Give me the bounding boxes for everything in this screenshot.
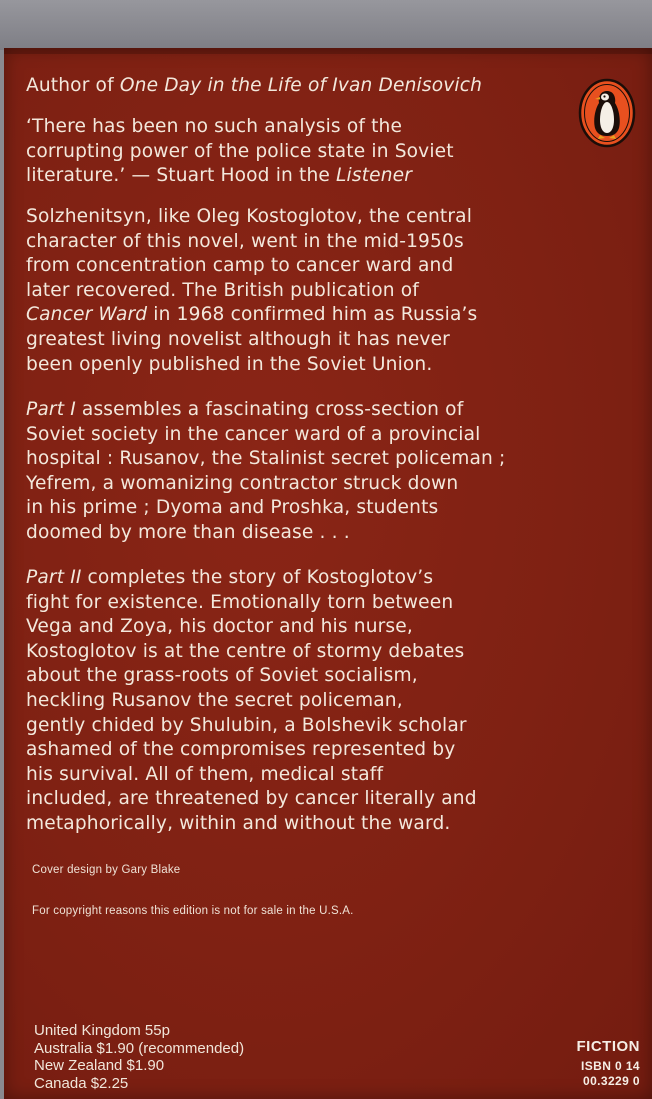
isbn-line: 00.3229 0 xyxy=(583,1074,640,1088)
blurb-line: Solzhenitsyn, like Oleg Kostoglotov, the central xyxy=(26,206,473,227)
previous-book-title: One Day in the Life of Ivan Denisovich xyxy=(119,75,483,96)
blurb-line: fight for existence. Emotionally torn between xyxy=(26,591,454,613)
price-canada: Canada $2.25 xyxy=(34,1074,129,1092)
review-quote xyxy=(26,115,586,189)
price-list xyxy=(34,1022,244,1092)
quote-line: literature.’ — Stuart Hood in the xyxy=(26,165,337,187)
blurb-line: completes the story of Kostoglotov’s xyxy=(81,567,434,588)
blurb-line: assembles a fascinating cross-section of xyxy=(75,399,464,420)
blurb-line: his survival. All of them, medical staff xyxy=(26,763,384,785)
blurb-line: gently chided by Shulubin, a Bolshevik scholar xyxy=(26,714,467,736)
cover-design-credit: Cover design by Gary Blake xyxy=(32,864,181,876)
author-line xyxy=(26,74,586,99)
price-australia: Australia $1.90 (recommended) xyxy=(34,1039,245,1057)
penguin-logo-icon xyxy=(578,78,636,148)
blurb-line: ashamed of the compromises represented by xyxy=(26,739,456,761)
blurb-line: Vega and Zoya, his doctor and his nurse, xyxy=(26,616,413,638)
book-back-cover xyxy=(4,48,652,1099)
blurb-line: Yefrem, a womanizing contractor struck down xyxy=(26,472,459,494)
blurb-line: included, are threatened by cancer literally and xyxy=(26,788,477,810)
price-uk: United Kingdom 55p xyxy=(34,1022,170,1039)
copyright-notice: For copyright reasons this edition is not for sale in the U.S.A. xyxy=(32,905,354,917)
category-label: FICTION xyxy=(576,1038,640,1055)
blurb-line: doomed by more than disease . . . xyxy=(26,521,350,543)
quote-source: Listener xyxy=(336,165,413,187)
blurb-line: from concentration camp to cancer ward and xyxy=(26,255,454,277)
isbn-line: ISBN 0 14 xyxy=(581,1059,640,1073)
blurb-line: metaphorically, within and without the ward. xyxy=(26,812,451,834)
category-isbn-block xyxy=(577,1038,641,1089)
quote-line: ‘There has been no such analysis of the xyxy=(26,116,403,137)
book-title: Cancer Ward xyxy=(26,304,148,326)
quote-line: corrupting power of the police state in Soviet xyxy=(26,140,454,162)
blurb-line: Kostoglotov is at the centre of stormy debates xyxy=(26,640,465,662)
blurb-line: character of this novel, went in the mid-1950s xyxy=(26,230,464,252)
background-surface xyxy=(0,0,652,50)
blurb-line: in his prime ; Dyoma and Proshka, students xyxy=(26,497,439,519)
author-line-prefix: Author of xyxy=(26,75,120,96)
blurb-line: in 1968 confirmed him as Russia’s xyxy=(147,304,478,326)
blurb-line: greatest living novelist although it has never xyxy=(26,328,450,350)
blurb-line: been openly published in the Soviet Union. xyxy=(26,353,433,375)
blurb-paragraph-1 xyxy=(26,205,586,377)
blurb-line: later recovered. The British publication of xyxy=(26,279,419,301)
blurb-line: about the grass-roots of Soviet socialism, xyxy=(26,665,418,687)
price-new-zealand: New Zealand $1.90 xyxy=(34,1057,165,1074)
blurb-line: heckling Rusanov the secret policeman, xyxy=(26,689,403,711)
blurb-paragraph-2 xyxy=(26,398,586,546)
blurb-paragraph-3 xyxy=(26,566,586,837)
blurb-line: Soviet society in the cancer ward of a provincial xyxy=(26,423,481,445)
part-label: Part II xyxy=(26,567,82,588)
part-label: Part I xyxy=(26,399,76,420)
blurb-line: hospital : Rusanov, the Stalinist secret policeman ; xyxy=(26,448,506,470)
